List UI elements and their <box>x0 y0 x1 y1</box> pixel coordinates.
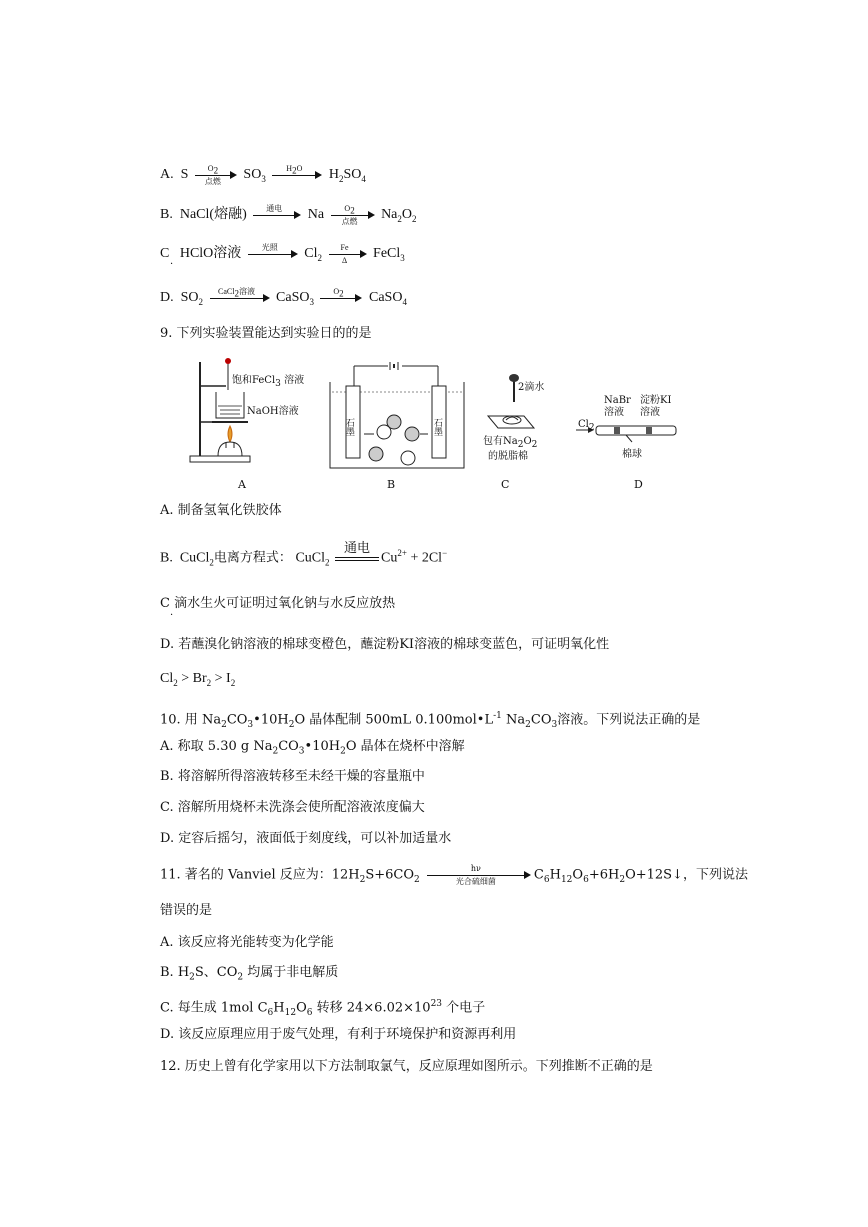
subscript: 2 <box>588 423 595 433</box>
species: NaCl <box>179 207 210 223</box>
text: C <box>533 867 544 883</box>
species: SO <box>343 167 362 183</box>
subscript: 4 <box>361 174 366 185</box>
electrode-right <box>434 420 443 438</box>
text: 个电子 <box>442 1000 486 1016</box>
species-state: (熔融) <box>209 207 247 223</box>
arrow-top-label: O <box>296 164 303 173</box>
arrow-top-label: H <box>286 164 293 173</box>
reaction-arrow <box>320 289 362 307</box>
text: H <box>273 1000 285 1016</box>
q11-stem <box>160 866 748 889</box>
arrow-bottom-label: 点燃 <box>341 217 358 226</box>
label-text: Cl <box>578 419 589 430</box>
subscript: 2 <box>237 972 244 983</box>
reaction-arrow <box>329 245 367 263</box>
reaction-arrow <box>272 166 322 184</box>
subscript: 2 <box>230 677 236 688</box>
q11-option-a: A. 该反应将光能转变为化学能 <box>160 935 334 950</box>
q8-option-c <box>160 245 405 267</box>
text: CO <box>226 712 248 728</box>
q11-option-b <box>160 964 338 987</box>
option-label: B. <box>160 550 173 566</box>
subscript: 2 <box>288 719 295 730</box>
species: Cl <box>160 671 174 686</box>
species: > Br <box>177 671 207 686</box>
fig-d-label-cl2 <box>578 419 595 433</box>
dot-mark: · <box>170 610 174 621</box>
subscript: 2 <box>272 746 279 757</box>
arrow-top-label: CaCl <box>218 287 235 296</box>
reaction-arrow <box>331 206 375 224</box>
species: H <box>328 167 339 183</box>
q9-option-b <box>160 540 448 571</box>
label-text: O <box>523 436 532 447</box>
subscript: 3 <box>298 746 305 757</box>
species: Cu <box>381 550 398 566</box>
q8-option-a <box>160 166 366 188</box>
q9-option-d-line2 <box>160 670 235 692</box>
label-text: 墨 <box>434 428 444 438</box>
option-label: D. <box>160 290 174 306</box>
text: O 晶体配制 500mL 0.100mol•L <box>294 712 494 728</box>
subscript: 2 <box>339 288 344 299</box>
text: S+6CO <box>365 867 415 883</box>
subscript: 3 <box>247 719 254 730</box>
subscript: 6 <box>306 1007 313 1018</box>
subscript: 2 <box>221 719 227 730</box>
species: > I <box>211 671 231 686</box>
arrow-top-label: O <box>207 164 214 173</box>
q9-option-a: A. 制备氢氧化铁胶体 <box>160 503 282 518</box>
species: Na <box>381 207 398 223</box>
subscript: 4 <box>402 297 407 308</box>
superscript: -1 <box>493 711 502 721</box>
subscript: 3 <box>261 174 266 185</box>
text: Na <box>501 712 526 728</box>
superscript: − <box>442 548 448 558</box>
arrow-top-label: 溶液 <box>239 287 255 296</box>
arrow-top-label: O <box>344 204 351 213</box>
fig-d-caption: D <box>634 478 643 491</box>
subscript: 3 <box>309 297 314 308</box>
text: 11. 著名的 Vanviel 反应为：12H <box>160 867 360 883</box>
text: 10. 用 Na <box>160 712 222 728</box>
text: S、CO <box>194 965 238 980</box>
reaction-arrow <box>210 289 270 307</box>
subscript: 12 <box>560 875 573 886</box>
text: B. H <box>160 965 190 980</box>
q11-option-d: D. 该反应原理应用于废气处理，有利于环境保护和资源再利用 <box>160 1027 517 1042</box>
subscript: 2 <box>517 440 524 450</box>
species: Na <box>307 207 325 223</box>
text: 电离方程式： <box>213 549 292 565</box>
subscript: 2 <box>198 297 204 308</box>
subscript: 12 <box>284 1007 297 1018</box>
arrow-bottom-label: 点燃 <box>204 177 221 186</box>
text: H <box>549 867 561 883</box>
figure-b-electrolysis <box>328 362 468 472</box>
fig-c-caption: C <box>501 478 510 491</box>
q9-option-c: C 滴水生火可证明过氧化钠与水反应放热 <box>160 596 396 611</box>
subscript: 2 <box>619 875 626 886</box>
subscript: 2 <box>206 677 212 688</box>
text: 溶液。下列说法正确的是 <box>557 712 701 728</box>
subscript: 3 <box>400 253 405 264</box>
species: Cl <box>304 246 318 262</box>
fig-a-label-1 <box>232 371 304 389</box>
species: CuCl <box>179 550 210 566</box>
text: •10H <box>304 739 341 754</box>
arrow-top-label: 光照 <box>261 243 278 252</box>
option-label: A. <box>160 167 174 183</box>
label-text: 淀粉KI <box>640 395 672 406</box>
label-text: NaBr <box>604 395 631 406</box>
label-text: 石 <box>434 419 444 429</box>
text: 转移 24×6.02×10 <box>312 1000 431 1016</box>
text: CO <box>278 739 299 754</box>
q11-option-c <box>160 995 485 1022</box>
text: CO <box>530 712 552 728</box>
reaction-arrow <box>253 206 301 224</box>
superscript: 2+ <box>397 548 407 558</box>
text: O 晶体在烧杯中溶解 <box>345 739 465 754</box>
text: •10H <box>253 712 289 728</box>
option-label: B. <box>160 207 173 223</box>
subscript: 2 <box>213 165 219 176</box>
fig-c-label-3: 的脱脂棉 <box>488 451 528 462</box>
dot-mark: · <box>170 259 174 270</box>
q12-stem: 12. 历史上曾有化学家用以下方法制取氯气，反应原理如图所示。下列推断不正确的是 <box>160 1059 653 1074</box>
q9-option-d: D. 若蘸溴化钠溶液的棉球变橙色，蘸淀粉KI溶液的棉球变蓝色，可证明氧化性 <box>160 637 610 652</box>
subscript: 3 <box>551 719 558 730</box>
subscript: 6 <box>543 875 550 886</box>
text: 均属于非电解质 <box>243 965 339 980</box>
arrow-bottom-label: 光合硫细菌 <box>455 877 496 886</box>
subscript: 2 <box>173 677 178 688</box>
fig-d-label-nabr <box>604 395 631 419</box>
species: O <box>401 207 413 223</box>
subscript: 2 <box>397 214 402 225</box>
subscript: 6 <box>583 875 589 886</box>
reaction-arrow <box>248 245 298 263</box>
subscript: 2 <box>317 253 323 264</box>
subscript: 2 <box>412 214 417 225</box>
text: O+12S↓，下列说法 <box>625 867 748 883</box>
subscript: 3 <box>275 379 281 389</box>
eq-condition: 通电 <box>344 540 371 556</box>
option-label: C <box>160 246 170 262</box>
label-text: 墨 <box>346 428 356 438</box>
subscript: 2 <box>209 557 214 568</box>
arrow-top-label: Fe <box>340 243 349 252</box>
superscript: 23 <box>430 999 443 1009</box>
subscript: 2 <box>292 165 297 176</box>
reaction-arrow <box>427 866 531 884</box>
q10-option-d: D. 定容后摇匀，液面低于刻度线，可以补加适量水 <box>160 831 452 846</box>
text: O <box>296 1000 307 1016</box>
species: HClO溶液 <box>179 246 242 262</box>
subscript: 2 <box>338 174 344 185</box>
arrow-top-label: O <box>333 287 340 296</box>
fig-a-label-2: NaOH溶液 <box>247 406 299 417</box>
label-text: 溶液 <box>640 407 660 418</box>
subscript: 2 <box>234 288 239 299</box>
subscript: 2 <box>350 205 355 216</box>
subscript: 2 <box>325 557 330 568</box>
text: C. 每生成 1mol C <box>160 1000 268 1016</box>
q8-option-d <box>160 289 407 311</box>
q11-stem-line2: 错误的是 <box>160 903 213 918</box>
fig-a-caption: A <box>238 478 246 491</box>
species: + 2Cl <box>406 550 443 566</box>
species: S <box>180 167 189 183</box>
species: CaSO <box>276 290 310 306</box>
arrow-top-label: 通电 <box>266 204 283 213</box>
arrow-bottom-label: Δ <box>341 256 348 265</box>
label-text: 包有Na <box>483 436 518 447</box>
subscript: 6 <box>267 1007 274 1018</box>
q9-stem: 9. 下列实验装置能达到实验日的的是 <box>160 326 372 341</box>
q8-option-b <box>160 206 417 228</box>
text: O <box>572 867 584 883</box>
subscript: 2 <box>531 440 538 450</box>
subscript: 2 <box>359 875 366 886</box>
subscript: 2 <box>189 972 195 983</box>
species: SO <box>180 290 199 306</box>
q10-stem <box>160 707 700 734</box>
electrode-left <box>346 420 355 438</box>
fig-d-label-cotton: 棉球 <box>622 449 642 460</box>
fig-d-label-ki <box>640 395 671 419</box>
label-text: 石 <box>346 419 356 429</box>
q10-option-b: B. 将溶解所得溶液转移至未经干燥的容量瓶中 <box>160 769 425 784</box>
species: CaSO <box>368 290 403 306</box>
text: A. 称取 5.30 g Na <box>160 739 273 754</box>
species: SO <box>243 167 262 183</box>
fig-c-label-1: 2滴水 <box>518 382 545 393</box>
fig-b-caption: B <box>387 478 396 491</box>
subscript: 2 <box>525 719 531 730</box>
q10-option-a <box>160 738 465 761</box>
equals-sign <box>335 540 379 568</box>
label-text: 溶液 <box>604 407 624 418</box>
subscript: 2 <box>340 746 346 757</box>
arrow-top-label: hν <box>470 864 481 873</box>
label-text: 饱和FeCl <box>232 375 276 386</box>
label-text: 溶液 <box>280 375 305 386</box>
subscript: 2 <box>414 875 420 886</box>
species: FeCl <box>373 246 401 262</box>
reaction-arrow <box>195 166 237 184</box>
species: CuCl <box>295 550 326 566</box>
text: +6H <box>588 867 620 883</box>
q10-option-c: C. 溶解所用烧杯未洗涤会使所配溶液浓度偏大 <box>160 800 425 815</box>
